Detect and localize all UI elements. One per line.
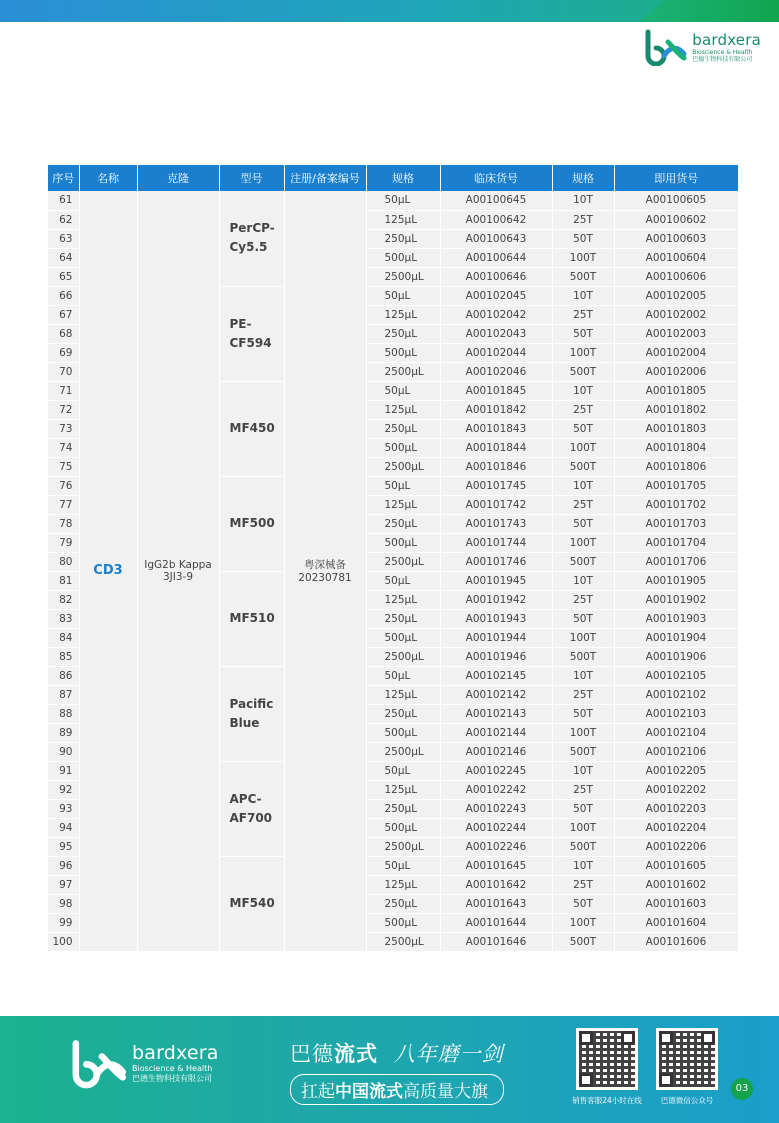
clinical-spec: 250μL: [366, 894, 440, 913]
slogan-part: 扛起: [301, 1082, 335, 1102]
row-index: 84: [48, 628, 79, 647]
registration-number: 20230781: [298, 572, 352, 585]
row-index: 83: [48, 609, 79, 628]
brand-tagline: Bioscience & Health: [692, 49, 753, 56]
clinical-catalog-no: A00101944: [440, 628, 552, 647]
fluorochrome-type: [219, 666, 284, 761]
ready-spec: 50T: [552, 894, 614, 913]
clinical-catalog-no: A00102144: [440, 723, 552, 742]
ready-catalog-no: A00102002: [614, 305, 738, 324]
column-header: 名称: [79, 165, 137, 191]
ready-catalog-no: A00102205: [614, 761, 738, 780]
footer-company-name: 巴德生物科技有限公司: [132, 1074, 212, 1083]
fluorochrome-label: Pacific: [229, 696, 274, 711]
column-header: 即用货号: [614, 165, 738, 191]
fluorochrome-type: [219, 571, 284, 666]
clinical-catalog-no: A00102242: [440, 780, 552, 799]
clinical-catalog-no: A00102043: [440, 324, 552, 343]
footer-brand-tagline: Bioscience & Health: [132, 1064, 213, 1073]
clinical-catalog-no: A00102142: [440, 685, 552, 704]
clinical-spec: 250μL: [366, 514, 440, 533]
ready-spec: 50T: [552, 419, 614, 438]
registration-cell: [284, 191, 366, 951]
clinical-catalog-no: A00101843: [440, 419, 552, 438]
clinical-catalog-no: A00101845: [440, 381, 552, 400]
row-index: 92: [48, 780, 79, 799]
row-index: 100: [48, 932, 79, 951]
clinical-spec: 50μL: [366, 666, 440, 685]
clinical-spec: 2500μL: [366, 742, 440, 761]
clinical-catalog-no: A00101745: [440, 476, 552, 495]
registration-label: 粤深械备: [304, 559, 346, 572]
clinical-spec: 500μL: [366, 723, 440, 742]
row-index: 69: [48, 343, 79, 362]
ready-catalog-no: A00102003: [614, 324, 738, 343]
ready-spec: 10T: [552, 191, 614, 210]
clinical-spec: 250μL: [366, 229, 440, 248]
ready-spec: 100T: [552, 628, 614, 647]
clinical-catalog-no: A00101943: [440, 609, 552, 628]
clinical-catalog-no: A00100644: [440, 248, 552, 267]
ready-spec: 500T: [552, 932, 614, 951]
clinical-spec: 2500μL: [366, 362, 440, 381]
ready-catalog-no: A00100606: [614, 267, 738, 286]
clinical-catalog-no: A00101846: [440, 457, 552, 476]
column-header: 临床货号: [440, 165, 552, 191]
clone-cell: [137, 191, 219, 951]
row-index: 95: [48, 837, 79, 856]
slogan-calligraphy: 八年磨一剑: [393, 1042, 504, 1066]
row-index: 65: [48, 267, 79, 286]
ready-spec: 25T: [552, 685, 614, 704]
ready-catalog-no: A00101802: [614, 400, 738, 419]
ready-spec: 100T: [552, 913, 614, 932]
row-index: 99: [48, 913, 79, 932]
row-index: 61: [48, 191, 79, 210]
ready-spec: 25T: [552, 780, 614, 799]
slogan-part: 巴德: [290, 1042, 334, 1066]
clinical-catalog-no: A00100645: [440, 191, 552, 210]
ready-spec: 50T: [552, 514, 614, 533]
row-index: 87: [48, 685, 79, 704]
fluorochrome-label: MF510: [229, 611, 275, 625]
fluorochrome-type: [219, 286, 284, 381]
clinical-spec: 50μL: [366, 286, 440, 305]
ready-spec: 500T: [552, 457, 614, 476]
clinical-spec: 125μL: [366, 495, 440, 514]
clinical-catalog-no: A00101844: [440, 438, 552, 457]
table-header-row: [48, 165, 738, 191]
clinical-spec: 50μL: [366, 381, 440, 400]
ready-spec: 100T: [552, 818, 614, 837]
clone-id: 3JI3-9: [162, 570, 194, 583]
clinical-spec: 125μL: [366, 590, 440, 609]
ready-spec: 500T: [552, 647, 614, 666]
clinical-spec: 250μL: [366, 419, 440, 438]
row-index: 85: [48, 647, 79, 666]
brand-name: bardxera: [692, 31, 761, 49]
footer-brand-name: bardxera: [132, 1042, 219, 1064]
ready-spec: 25T: [552, 590, 614, 609]
row-index: 77: [48, 495, 79, 514]
slogan-part: 高质量大旗: [403, 1082, 488, 1102]
ready-catalog-no: A00101602: [614, 875, 738, 894]
clinical-spec: 125μL: [366, 780, 440, 799]
row-index: 64: [48, 248, 79, 267]
fluorochrome-label: Cy5.5: [229, 240, 268, 255]
footer-logo: [68, 1036, 219, 1090]
ready-catalog-no: A00100604: [614, 248, 738, 267]
clinical-spec: 500μL: [366, 818, 440, 837]
clinical-catalog-no: A00101643: [440, 894, 552, 913]
row-index: 68: [48, 324, 79, 343]
ready-spec: 100T: [552, 343, 614, 362]
top-banner: [0, 0, 779, 22]
clinical-catalog-no: A00102042: [440, 305, 552, 324]
ready-catalog-no: A00102204: [614, 818, 738, 837]
clinical-spec: 2500μL: [366, 647, 440, 666]
clinical-spec: 2500μL: [366, 552, 440, 571]
wechat-qr-caption: 巴德微信公众号: [660, 1096, 714, 1105]
fluorochrome-type: [219, 761, 284, 856]
row-index: 79: [48, 533, 79, 552]
fluorochrome-label: Blue: [229, 715, 260, 730]
ready-catalog-no: A00101605: [614, 856, 738, 875]
sales-qr-code: [576, 1028, 638, 1090]
slogan-part: 流式: [334, 1042, 378, 1066]
ready-spec: 10T: [552, 286, 614, 305]
ready-catalog-no: A00101606: [614, 932, 738, 951]
ready-catalog-no: A00102005: [614, 286, 738, 305]
ready-catalog-no: A00102203: [614, 799, 738, 818]
clinical-catalog-no: A00100646: [440, 267, 552, 286]
page-number-badge: 03: [731, 1078, 753, 1100]
clinical-spec: 50μL: [366, 761, 440, 780]
ready-catalog-no: A00102102: [614, 685, 738, 704]
ready-spec: 10T: [552, 761, 614, 780]
ready-catalog-no: A00101603: [614, 894, 738, 913]
ready-catalog-no: A00101705: [614, 476, 738, 495]
ready-catalog-no: A00101703: [614, 514, 738, 533]
clinical-catalog-no: A00100642: [440, 210, 552, 229]
ready-spec: 500T: [552, 267, 614, 286]
company-name: 巴德生物科技有限公司: [692, 56, 753, 63]
row-index: 80: [48, 552, 79, 571]
clinical-spec: 500μL: [366, 628, 440, 647]
product-table: [48, 165, 739, 952]
row-index: 90: [48, 742, 79, 761]
clinical-spec: 500μL: [366, 913, 440, 932]
row-index: 74: [48, 438, 79, 457]
ready-spec: 100T: [552, 723, 614, 742]
clinical-catalog-no: A00102245: [440, 761, 552, 780]
clinical-spec: 125μL: [366, 875, 440, 894]
ready-spec: 25T: [552, 495, 614, 514]
clinical-spec: 2500μL: [366, 457, 440, 476]
clinical-spec: 250μL: [366, 609, 440, 628]
fluorochrome-label: AF700: [229, 810, 273, 825]
fluorochrome-label: PE-: [229, 316, 252, 331]
ready-spec: 10T: [552, 856, 614, 875]
ready-spec: 50T: [552, 704, 614, 723]
ready-spec: 50T: [552, 609, 614, 628]
clinical-spec: 50μL: [366, 476, 440, 495]
fluorochrome-label: MF450: [229, 421, 275, 435]
column-header: 克隆: [137, 165, 219, 191]
row-index: 81: [48, 571, 79, 590]
ready-catalog-no: A00101804: [614, 438, 738, 457]
ready-catalog-no: A00101905: [614, 571, 738, 590]
clinical-catalog-no: A00101642: [440, 875, 552, 894]
ready-catalog-no: A00100605: [614, 191, 738, 210]
clinical-catalog-no: A00102146: [440, 742, 552, 761]
column-header: 规格: [366, 165, 440, 191]
row-index: 93: [48, 799, 79, 818]
footer-banner: [0, 1016, 779, 1123]
product-name: CD3: [79, 191, 137, 951]
fluorochrome-label: PerCP-: [229, 221, 275, 236]
clinical-catalog-no: A00101945: [440, 571, 552, 590]
row-index: 71: [48, 381, 79, 400]
bardxera-logo-icon: [642, 28, 688, 66]
row-index: 63: [48, 229, 79, 248]
column-header: 注册/备案编号: [284, 165, 366, 191]
ready-catalog-no: A00101906: [614, 647, 738, 666]
ready-catalog-no: A00101702: [614, 495, 738, 514]
clinical-catalog-no: A00101942: [440, 590, 552, 609]
clinical-catalog-no: A00101743: [440, 514, 552, 533]
ready-spec: 50T: [552, 799, 614, 818]
row-index: 96: [48, 856, 79, 875]
ready-catalog-no: A00101604: [614, 913, 738, 932]
sales-qr-caption: 销售客服24小时在线: [572, 1096, 642, 1105]
clinical-catalog-no: A00102145: [440, 666, 552, 685]
ready-catalog-no: A00101904: [614, 628, 738, 647]
ready-catalog-no: A00101806: [614, 457, 738, 476]
clinical-catalog-no: A00101644: [440, 913, 552, 932]
ready-spec: 25T: [552, 305, 614, 324]
ready-catalog-no: A00102202: [614, 780, 738, 799]
row-index: 73: [48, 419, 79, 438]
slogan-line-1: [290, 1038, 504, 1068]
fluorochrome-label: MF540: [229, 896, 275, 910]
clinical-spec: 500μL: [366, 533, 440, 552]
ready-spec: 100T: [552, 438, 614, 457]
ready-catalog-no: A00102104: [614, 723, 738, 742]
ready-catalog-no: A00100603: [614, 229, 738, 248]
ready-catalog-no: A00102206: [614, 837, 738, 856]
ready-catalog-no: A00101805: [614, 381, 738, 400]
ready-catalog-no: A00101706: [614, 552, 738, 571]
fluorochrome-label: CF594: [229, 335, 272, 350]
row-index: 76: [48, 476, 79, 495]
clinical-spec: 125μL: [366, 400, 440, 419]
clinical-catalog-no: A00102244: [440, 818, 552, 837]
clinical-catalog-no: A00101842: [440, 400, 552, 419]
clinical-catalog-no: A00101645: [440, 856, 552, 875]
clinical-catalog-no: A00101946: [440, 647, 552, 666]
clinical-spec: 50μL: [366, 856, 440, 875]
clinical-spec: 250μL: [366, 704, 440, 723]
clinical-catalog-no: A00100643: [440, 229, 552, 248]
row-index: 70: [48, 362, 79, 381]
ready-spec: 50T: [552, 229, 614, 248]
ready-spec: 25T: [552, 210, 614, 229]
clinical-spec: 125μL: [366, 305, 440, 324]
ready-catalog-no: A00101902: [614, 590, 738, 609]
ready-catalog-no: A00101803: [614, 419, 738, 438]
clinical-catalog-no: A00102044: [440, 343, 552, 362]
slogan-part: 中国流式: [335, 1082, 403, 1102]
clinical-catalog-no: A00101646: [440, 932, 552, 951]
slogan-line-2: [290, 1074, 504, 1105]
clinical-spec: 2500μL: [366, 837, 440, 856]
bardxera-logo-icon: [68, 1036, 128, 1090]
column-header: 型号: [219, 165, 284, 191]
fluorochrome-type: [219, 856, 284, 951]
row-index: 75: [48, 457, 79, 476]
ready-catalog-no: A00102004: [614, 343, 738, 362]
slogan: [290, 1038, 504, 1105]
ready-spec: 500T: [552, 742, 614, 761]
ready-spec: 100T: [552, 533, 614, 552]
clinical-spec: 125μL: [366, 685, 440, 704]
clinical-spec: 2500μL: [366, 267, 440, 286]
row-index: 97: [48, 875, 79, 894]
clinical-catalog-no: A00102143: [440, 704, 552, 723]
ready-catalog-no: A00102103: [614, 704, 738, 723]
clinical-spec: 250μL: [366, 324, 440, 343]
row-index: 67: [48, 305, 79, 324]
clinical-catalog-no: A00102246: [440, 837, 552, 856]
fluorochrome-type: [219, 381, 284, 476]
row-index: 91: [48, 761, 79, 780]
ready-catalog-no: A00101704: [614, 533, 738, 552]
clinical-spec: 50μL: [366, 191, 440, 210]
clinical-spec: 500μL: [366, 438, 440, 457]
ready-spec: 100T: [552, 248, 614, 267]
ready-spec: 50T: [552, 324, 614, 343]
fluorochrome-type: [219, 476, 284, 571]
header-logo: [642, 28, 761, 66]
clinical-catalog-no: A00102045: [440, 286, 552, 305]
fluorochrome-label: APC-: [229, 791, 262, 806]
clinical-catalog-no: A00101746: [440, 552, 552, 571]
ready-spec: 500T: [552, 837, 614, 856]
clinical-catalog-no: A00101742: [440, 495, 552, 514]
ready-catalog-no: A00101903: [614, 609, 738, 628]
row-index: 66: [48, 286, 79, 305]
clinical-catalog-no: A00101744: [440, 533, 552, 552]
row-index: 78: [48, 514, 79, 533]
row-index: 89: [48, 723, 79, 742]
ready-catalog-no: A00100602: [614, 210, 738, 229]
ready-spec: 10T: [552, 381, 614, 400]
ready-spec: 25T: [552, 400, 614, 419]
clone-isotype: IgG2b Kappa: [144, 558, 212, 571]
ready-spec: 500T: [552, 552, 614, 571]
ready-spec: 10T: [552, 666, 614, 685]
ready-spec: 25T: [552, 875, 614, 894]
ready-spec: 500T: [552, 362, 614, 381]
ready-catalog-no: A00102006: [614, 362, 738, 381]
wechat-qr-code: [656, 1028, 718, 1090]
row-index: 88: [48, 704, 79, 723]
column-header: 序号: [48, 165, 79, 191]
clinical-catalog-no: A00102046: [440, 362, 552, 381]
table-row: [48, 191, 738, 210]
ready-catalog-no: A00102105: [614, 666, 738, 685]
fluorochrome-label: MF500: [229, 516, 275, 530]
row-index: 94: [48, 818, 79, 837]
row-index: 98: [48, 894, 79, 913]
clinical-spec: 500μL: [366, 248, 440, 267]
clinical-spec: 250μL: [366, 799, 440, 818]
ready-catalog-no: A00102106: [614, 742, 738, 761]
clinical-spec: 2500μL: [366, 932, 440, 951]
clinical-spec: 125μL: [366, 210, 440, 229]
fluorochrome-type: [219, 191, 284, 286]
column-header: 规格: [552, 165, 614, 191]
ready-spec: 10T: [552, 476, 614, 495]
clinical-spec: 50μL: [366, 571, 440, 590]
ready-spec: 10T: [552, 571, 614, 590]
row-index: 86: [48, 666, 79, 685]
row-index: 62: [48, 210, 79, 229]
clinical-catalog-no: A00102243: [440, 799, 552, 818]
row-index: 72: [48, 400, 79, 419]
row-index: 82: [48, 590, 79, 609]
clinical-spec: 500μL: [366, 343, 440, 362]
